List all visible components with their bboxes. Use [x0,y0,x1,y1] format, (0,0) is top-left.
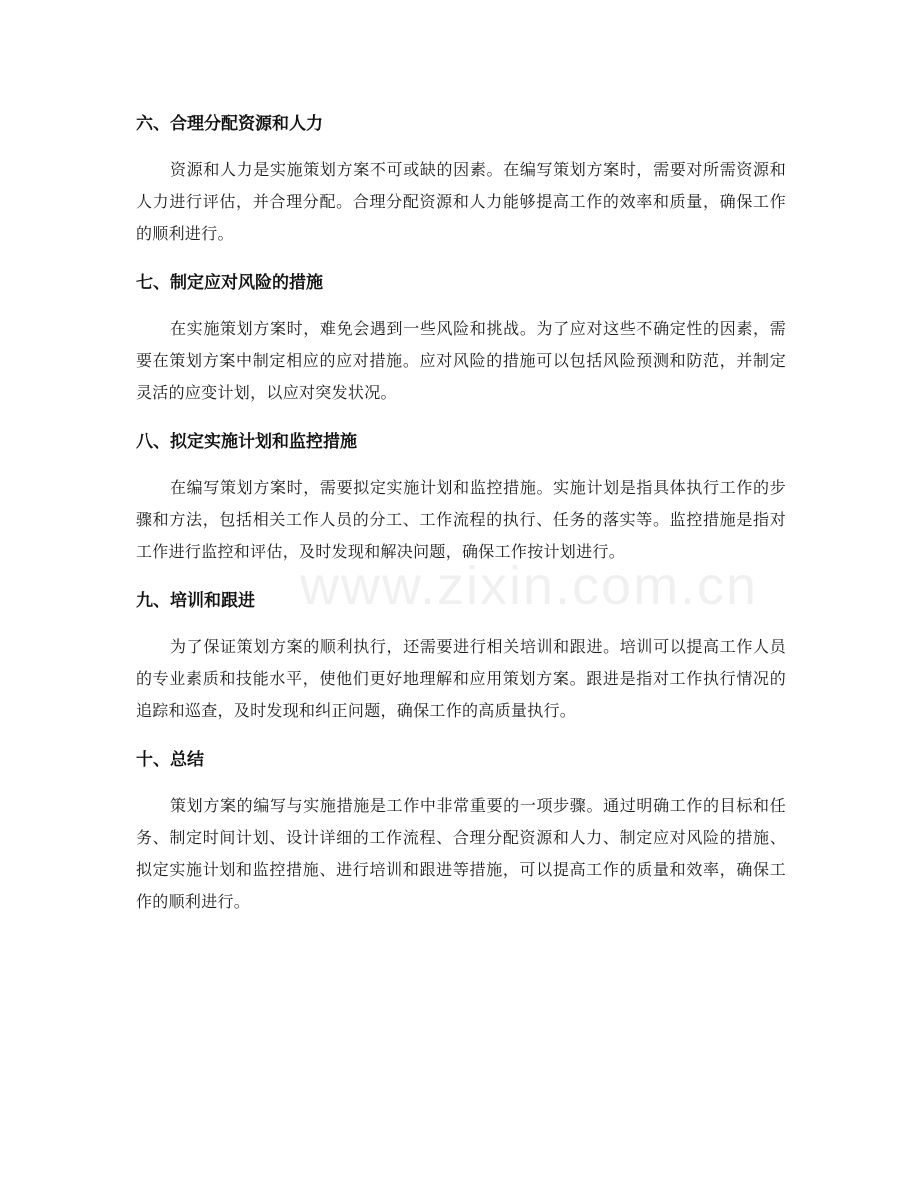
section-plan-monitor [136,426,786,568]
section-training [136,585,786,727]
section-paragraph: 在编写策划方案时，需要拟定实施计划和监控措施。实施计划是指具体执行工作的步骤和方法，包括相关工作人员的分工、工作流程的执行、任务的落实等。监控措施是指对工作进行监控和评估，及时发现和解决问题，确保工作按计划进行。 [136,478,786,561]
section-heading: 十、总结 [136,750,204,770]
section-heading: 七、制定应对风险的措施 [136,273,323,293]
watermark: www.zixin.com.cn [300,556,759,616]
section-paragraph: 资源和人力是实施策划方案不可或缺的因素。在编写策划方案时，需要对所需资源和人力进行评估，并合理分配。合理分配资源和人力能够提高工作的效率和质量，确保工作的顺利进行。 [136,160,786,243]
section-risk [136,267,786,409]
section-paragraph: 策划方案的编写与实施措施是工作中非常重要的一项步骤。通过明确工作的目标和任务、制定时间计划、设计详细的工作流程、合理分配资源和人力、制定应对风险的措施、拟定实施计划和监控措施、进行培训和跟进等措施，可以提高工作的质量和效率，确保工作的顺利进行。 [136,796,786,911]
section-heading: 九、培训和跟进 [136,591,255,611]
section-heading: 八、拟定实施计划和监控措施 [136,432,357,452]
section-resources [136,108,786,250]
section-paragraph: 在实施策划方案时，难免会遇到一些风险和挑战。为了应对这些不确定性的因素，需要在策划方案中制定相应的应对措施。应对风险的措施可以包括风险预测和防范，并制定灵活的应变计划，以应对突发状况。 [136,319,786,402]
section-heading: 六、合理分配资源和人力 [136,114,323,134]
section-paragraph: 为了保证策划方案的顺利执行，还需要进行相关培训和跟进。培训可以提高工作人员的专业素质和技能水平，使他们更好地理解和应用策划方案。跟进是指对工作执行情况的追踪和巡查，及时发现和纠正问题，确保工作的高质量执行。 [136,637,786,720]
section-summary [136,744,786,918]
document-body [136,108,786,935]
